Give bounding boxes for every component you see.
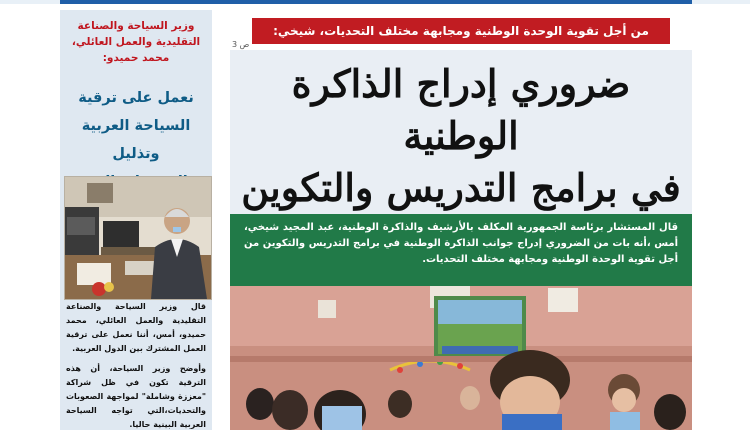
main-headline [236,58,686,214]
sidebar-headline-line-1: نعمل على ترقية [78,90,194,106]
minister-photo-illustration [65,177,211,299]
minister-line-1: وزير السياحة والصناعة [77,20,195,32]
classroom-photo [230,286,692,430]
sidebar-paragraph-2: وأوضح وزير السياحة، أن هذه الترقية تكون في ظل شراكة "معززة وشاملة" لمواجهة الصعوبات والتحديات،التي تواجه السياحة العربية البينية حاليا. [66,364,206,429]
sidebar-minister-kicker [66,18,206,66]
page-mark: ص 3 [232,40,250,49]
sidebar-body-text [66,300,206,430]
sidebar-headline-line-2: السياحة العربية وتذليل [81,118,191,162]
sidebar-article [60,10,212,430]
top-bar [0,0,750,4]
minister-photo [64,176,212,300]
classroom-photo-illustration [230,286,692,430]
pre-title-banner: من أجل تقوية الوحدة الوطنية ومجابهة مختلف التحديات، شيخي: [252,18,670,44]
top-blue-stripe [60,0,692,4]
main-headline-line-2: في برامج التدريس والتكوين [241,165,681,210]
lead-paragraph: قال المستشار برئاسة الجمهورية المكلف بالأرشيف والذاكرة الوطنية، عبد المجيد شيخي، أمس ،أنه بات من الضروري إدراج جوانب الذاكرة الوطنية في برامج التدريس والتكوين من أجل تقوية الوحدة الوطنية ومجابهة مختلف التحديات. [230,214,692,286]
minister-name: محمد حميدو: [102,52,170,64]
minister-line-2: التقليدية والعمل العائلي، [71,36,201,48]
main-article [230,10,692,430]
main-headline-line-1: ضروري إدراج الذاكرة الوطنية [291,61,631,158]
sidebar-paragraph-1: قال وزير السياحة والصناعة التقليدية والعمل العائلي، محمد حميدو، أمس، أننا نعمل على ترقية العمل المشترك بين الدول العربية. [66,302,206,353]
